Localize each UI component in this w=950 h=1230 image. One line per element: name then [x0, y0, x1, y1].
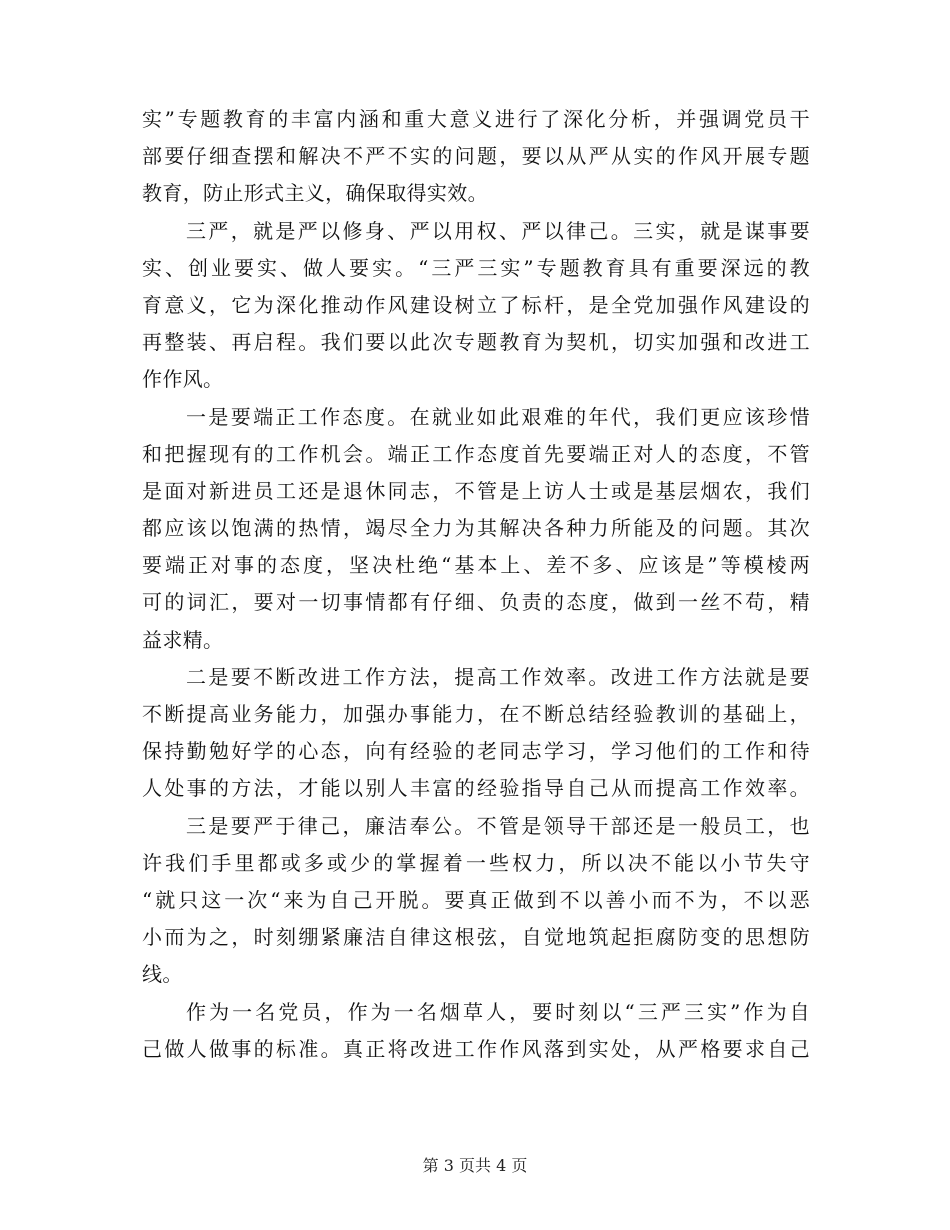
text-line: 作作风。	[142, 367, 224, 392]
text-line: 和把握现有的工作机会。端正工作态度首先要端正对人的态度，不管	[142, 441, 810, 466]
text-line: 再整装、再启程。我们要以此次专题教育为契机，切实加强和改进工	[142, 330, 810, 355]
text-line: “就只这一次“来为自己开脱。要真正做到不以善小而不为，不以恶	[142, 887, 810, 912]
text-line: 三严，就是严以修身、严以用权、严以律己。三实，就是谋事要	[186, 218, 810, 243]
page-number-label: 第 3 页共 4 页	[422, 1156, 528, 1175]
text-line: 小而为之，时刻绷紧廉洁自律这根弦，自觉地筑起拒腐防变的思想防	[142, 925, 810, 950]
text-line: 不断提高业务能力，加强办事能力，在不断总结经验教训的基础上，	[142, 702, 810, 726]
text-line: 人处事的方法，才能以别人丰富的经验指导自己从而提高工作效率。	[142, 776, 810, 801]
text-line: 是面对新进员工还是退休同志，不管是上访人士或是基层烟农，我们	[142, 478, 810, 503]
text-line: 要端正对事的态度，坚决杜绝“基本上、差不多、应该是”等模棱两	[142, 553, 810, 578]
text-line: 作为一名党员，作为一名烟草人，要时刻以“三严三实”作为自	[186, 999, 810, 1024]
text-line: 保持勤勉好学的心态，向有经验的老同志学习，学习他们的工作和待	[142, 739, 810, 764]
text-line: 实、创业要实、做人要实。“三严三实”专题教育具有重要深远的教	[142, 255, 810, 280]
text-line: 三是要严于律己，廉洁奉公。不管是领导干部还是一般员工，也	[186, 813, 810, 838]
text-line: 二是要不断改进工作方法，提高工作效率。改进工作方法就是要	[186, 664, 810, 689]
text-line: 教育，防止形式主义，确保取得实效。	[142, 181, 488, 206]
text-line: 己做人做事的标准。真正将改进工作作风落到实处，从严格要求自己	[142, 1036, 810, 1061]
text-line: 都应该以饱满的热情，竭尽全力为其解决各种力所能及的问题。其次	[142, 516, 810, 541]
text-line: 益求精。	[142, 627, 224, 652]
page-footer	[0, 1153, 950, 1176]
text-line: 可的词汇，要对一切事情都有仔细、负责的态度，做到一丝不苟，精	[142, 590, 810, 615]
text-line: 部要仔细查摆和解决不严不实的问题，要以从严从实的作风开展专题	[142, 144, 810, 169]
text-line: 许我们手里都或多或少的掌握着一些权力，所以决不能以小节失守	[142, 850, 810, 875]
text-line: 线。	[142, 962, 183, 987]
document-body	[142, 101, 810, 1068]
text-line: 实”专题教育的丰富内涵和重大意义进行了深化分析，并强调党员干	[142, 107, 810, 131]
text-line: 一是要端正工作态度。在就业如此艰难的年代，我们更应该珍惜	[186, 404, 810, 429]
text-line: 育意义，它为深化推动作风建设树立了标杆，是全党加强作风建设的	[142, 292, 810, 317]
